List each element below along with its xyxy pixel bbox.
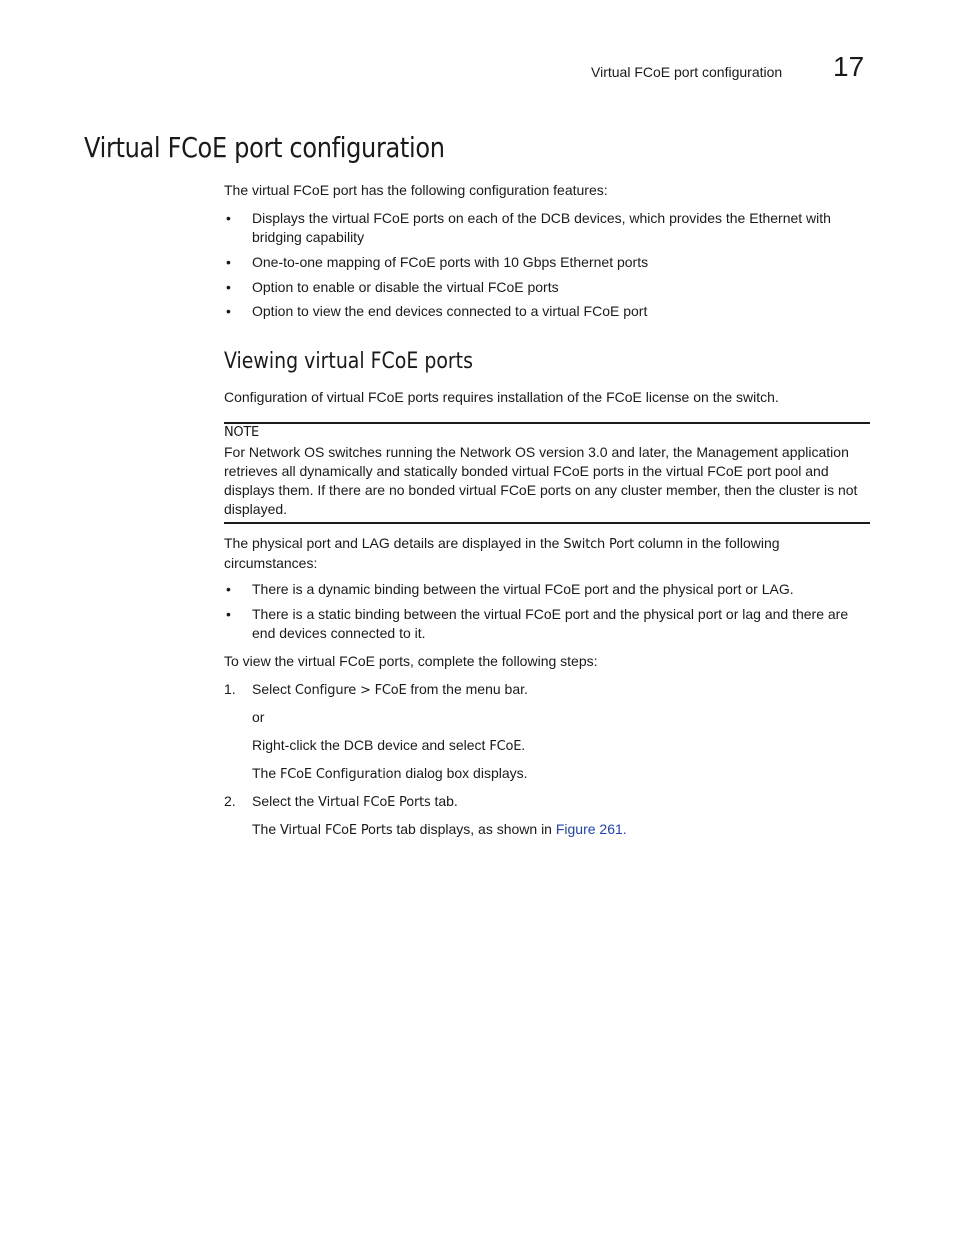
step-text-part: dialog box displays.	[401, 765, 528, 781]
list-item	[224, 209, 870, 247]
section-intro: The virtual FCoE port has the following configuration features:	[224, 182, 608, 198]
bullet-icon: •	[226, 279, 231, 295]
list-item-text: Option to enable or disable the virtual FCoE ports	[252, 279, 559, 295]
list-item-text: Option to view the end devices connected to a virtual FCoE port	[252, 303, 648, 319]
step-text-part: Select the	[252, 793, 319, 809]
step-text-part: .	[521, 737, 526, 753]
step-text-part: tab.	[430, 793, 458, 809]
step-text-part: Select	[252, 681, 295, 697]
list-item	[224, 580, 870, 599]
list-item	[224, 253, 870, 272]
list-item-text: One-to-one mapping of FCoE ports with 10 Gbps Ethernet ports	[252, 254, 649, 270]
ui-term: FCoE Configuration	[280, 767, 402, 782]
ui-term: Switch Port	[563, 537, 634, 552]
step-1-or: or	[252, 709, 265, 725]
bullet-icon: •	[226, 303, 231, 319]
step-text-part: Right-click the DCB device and select	[252, 737, 490, 753]
step-1-result	[252, 764, 870, 784]
step-text	[252, 680, 870, 700]
step-text-part: from the menu bar.	[406, 681, 528, 697]
subsection-intro: Configuration of virtual FCoE ports requires installation of the FCoE license on the switch.	[224, 389, 779, 405]
step-number: 2.	[224, 793, 236, 809]
running-head: Virtual FCoE port configuration	[591, 64, 783, 80]
list-item	[224, 605, 870, 643]
ui-term: Virtual FCoE Ports	[318, 795, 431, 810]
step-text-part: The	[252, 821, 281, 837]
figure-link[interactable]: Figure 261	[555, 821, 623, 837]
paragraph-text: The physical port and LAG details are displayed in the	[224, 535, 564, 551]
note-top-rule	[224, 422, 870, 424]
physical-port-paragraph	[224, 534, 870, 573]
step-text-part: The	[252, 765, 281, 781]
note-body: For Network OS switches running the Network OS version 3.0 and later, the Management application retrieves all dynamically and statically bonded virtual FCoE ports in the virtual FCoE port pool and displays them. If there are no bonded virtual FCoE ports on any cluster member, then the cluster is not displayed.	[224, 444, 858, 517]
bullet-icon: •	[226, 210, 231, 226]
bullet-icon: •	[226, 606, 231, 622]
ui-term: FCoE	[489, 739, 522, 754]
step-2-result	[252, 820, 870, 840]
step-text	[252, 792, 870, 812]
chapter-number: 17	[833, 51, 865, 82]
list-item-text: There is a static binding between the virtual FCoE port and the physical port or lag and there are end devices connected to it.	[252, 606, 849, 641]
paragraph-text: column in the following circumstances:	[224, 535, 780, 571]
subsection-title: Viewing virtual FCoE ports	[224, 349, 473, 374]
bullet-icon: •	[226, 254, 231, 270]
step-1-alternative	[252, 736, 870, 756]
list-item	[224, 278, 870, 297]
step-2	[224, 792, 870, 812]
step-text-part: .	[622, 821, 627, 837]
list-item-text: Displays the virtual FCoE ports on each of the DCB devices, which provides the Ethernet with bridging capability	[252, 210, 831, 245]
bullet-icon: •	[226, 581, 231, 597]
steps-intro: To view the virtual FCoE ports, complete the following steps:	[224, 653, 598, 669]
list-item	[224, 302, 870, 321]
step-1	[224, 680, 870, 700]
section-title: Virtual FCoE port configuration	[84, 131, 445, 164]
note-label: NOTE	[224, 425, 259, 440]
step-number: 1.	[224, 681, 236, 697]
ui-term: Configure > FCoE	[294, 683, 407, 698]
ui-term: Virtual FCoE Ports	[280, 823, 393, 838]
step-text-part: tab displays, as shown in	[392, 821, 556, 837]
note-bottom-rule	[224, 522, 870, 524]
list-item-text: There is a dynamic binding between the virtual FCoE port and the physical port or LAG.	[252, 581, 794, 597]
